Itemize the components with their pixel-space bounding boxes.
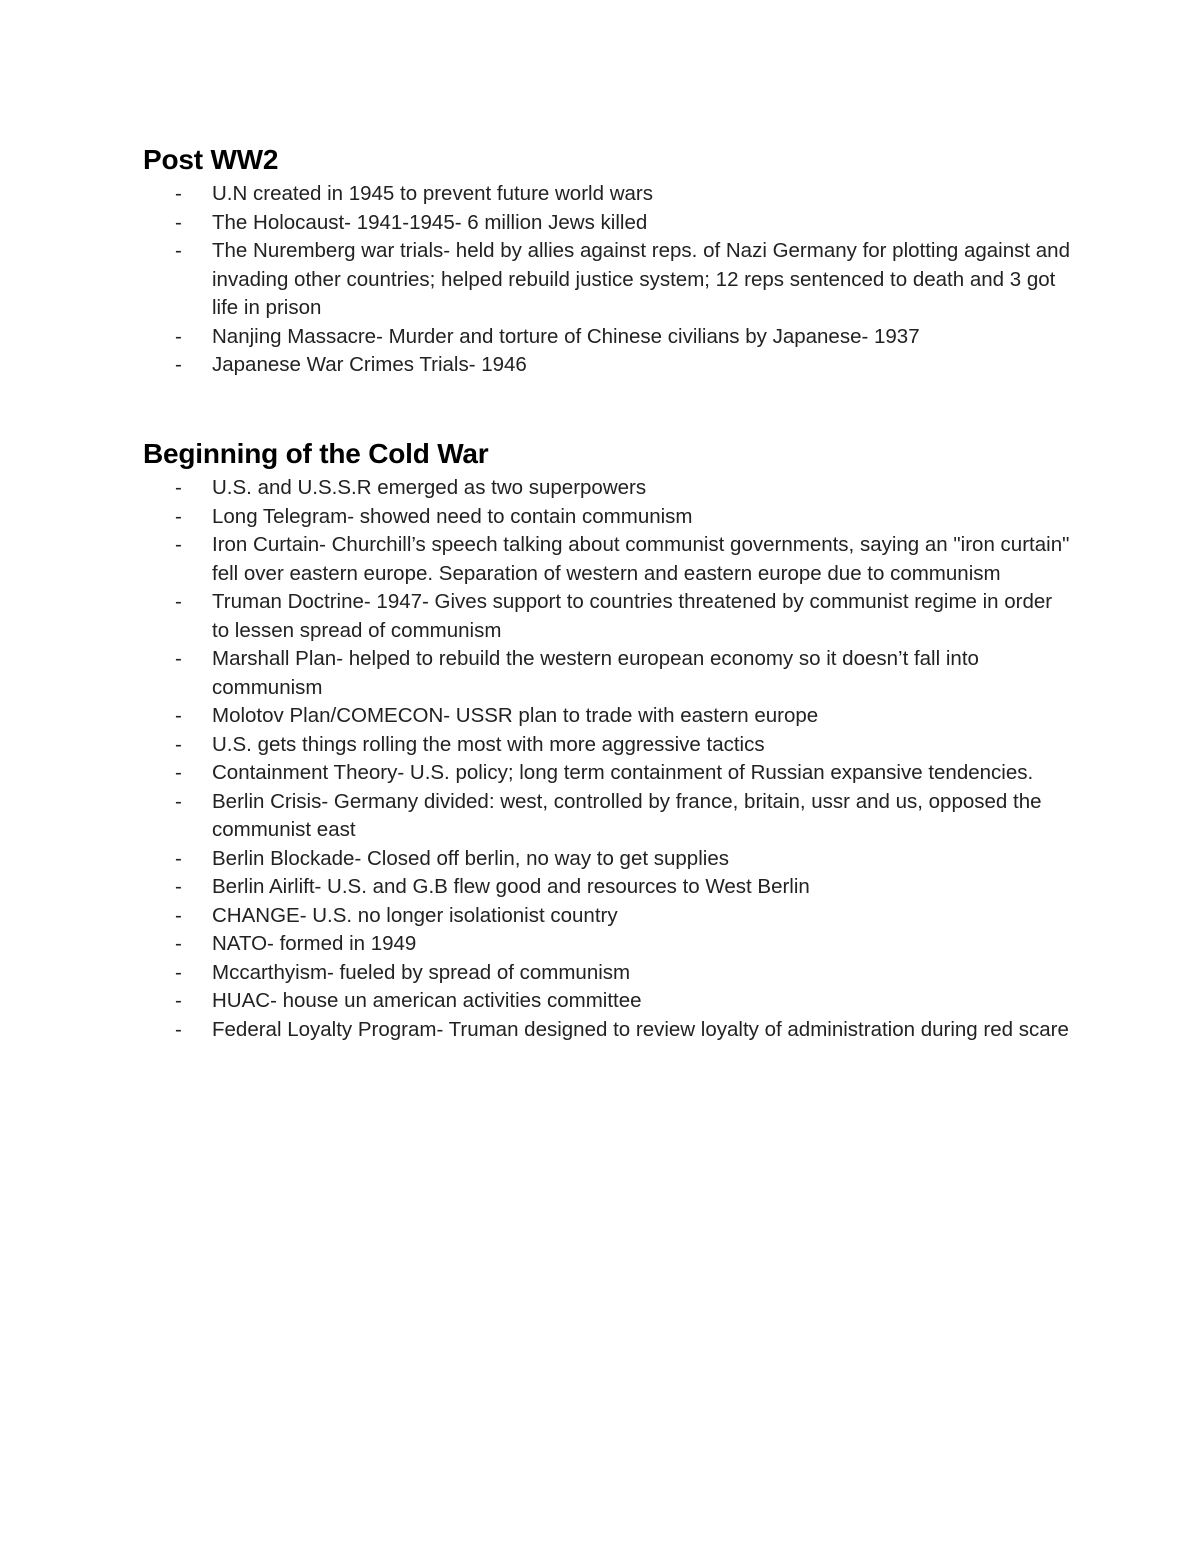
list-item bbox=[143, 1016, 1073, 1045]
list-item bbox=[143, 645, 1073, 702]
bullet-dash: - bbox=[175, 875, 182, 898]
list-item bbox=[143, 959, 1073, 988]
section-heading: Post WW2 bbox=[143, 144, 279, 175]
list-item bbox=[143, 588, 1073, 645]
bullet-dash: - bbox=[175, 761, 182, 784]
list-item bbox=[143, 323, 1073, 352]
list-item-text: Truman Doctrine- 1947- Gives support to countries threatened by communist regime in order to lessen spread of communism bbox=[212, 590, 1053, 642]
list-item bbox=[143, 531, 1073, 588]
bullet-dash: - bbox=[175, 732, 182, 756]
bullet-dash: - bbox=[175, 1017, 182, 1041]
bullet-dash: - bbox=[175, 239, 182, 262]
bullet-dash: - bbox=[175, 989, 182, 1012]
list-item-text: U.S. gets things rolling the most with more aggressive tactics bbox=[212, 732, 765, 756]
list-item-text: CHANGE- U.S. no longer isolationist country bbox=[212, 903, 618, 927]
section-heading: Beginning of the Cold War bbox=[143, 438, 489, 469]
list-item bbox=[143, 987, 1073, 1016]
bullet-dash: - bbox=[175, 324, 182, 348]
list-item bbox=[143, 702, 1073, 731]
list-item-text: Mccarthyism- fueled by spread of communism bbox=[212, 960, 631, 984]
list-item-text: The Nuremberg war trials- held by allies against reps. of Nazi Germany for plotting against and invading other countries; helped rebuild justice system; 12 reps sentenced to death and 3 got life in prison bbox=[212, 239, 1070, 319]
bullet-dash: - bbox=[175, 789, 182, 813]
list-item bbox=[143, 930, 1073, 959]
list-item bbox=[143, 759, 1073, 788]
list-item-text: HUAC- house un american activities committee bbox=[212, 989, 642, 1012]
list-item bbox=[143, 474, 1073, 503]
bullet-list bbox=[143, 474, 1073, 1044]
list-item-text: Molotov Plan/COMECON- USSR plan to trade with eastern europe bbox=[212, 704, 819, 727]
bullet-dash: - bbox=[175, 353, 182, 376]
section-cold-war bbox=[143, 434, 1073, 1044]
list-item-text: Japanese War Crimes Trials- 1946 bbox=[212, 353, 527, 376]
list-item-text: Berlin Airlift- U.S. and G.B flew good and resources to West Berlin bbox=[212, 875, 810, 898]
list-item-text: Berlin Crisis- Germany divided: west, controlled by france, britain, ussr and us, opposed the communist east bbox=[212, 789, 1042, 841]
list-item bbox=[143, 788, 1073, 845]
list-item bbox=[143, 873, 1073, 902]
bullet-list bbox=[143, 180, 1073, 380]
bullet-dash: - bbox=[175, 846, 182, 870]
list-item bbox=[143, 503, 1073, 532]
list-item-text: U.N created in 1945 to prevent future world wars bbox=[212, 182, 653, 205]
list-item-text: Containment Theory- U.S. policy; long term containment of Russian expansive tendencies. bbox=[212, 761, 1034, 784]
bullet-dash: - bbox=[175, 960, 182, 984]
list-item bbox=[143, 180, 1073, 209]
list-item-text: Federal Loyalty Program- Truman designed to review loyalty of administration during red scare bbox=[212, 1017, 1069, 1041]
list-item-text: Berlin Blockade- Closed off berlin, no way to get supplies bbox=[212, 846, 729, 870]
list-item-text: Iron Curtain- Churchill’s speech talking about communist governments, saying an "iron curtain" fell over eastern europe. Separation of western and eastern europe due to communism bbox=[212, 533, 1070, 585]
list-item-text: Long Telegram- showed need to contain communism bbox=[212, 504, 693, 528]
list-item bbox=[143, 845, 1073, 874]
bullet-dash: - bbox=[175, 903, 182, 927]
list-item bbox=[143, 209, 1073, 238]
bullet-dash: - bbox=[175, 932, 182, 955]
bullet-dash: - bbox=[175, 182, 182, 205]
bullet-dash: - bbox=[175, 647, 182, 670]
list-item bbox=[143, 237, 1073, 323]
bullet-dash: - bbox=[175, 533, 182, 556]
bullet-dash: - bbox=[175, 590, 182, 613]
list-item-text: U.S. and U.S.S.R emerged as two superpowers bbox=[212, 476, 647, 499]
section-post-ww2 bbox=[143, 140, 1073, 380]
list-item bbox=[143, 351, 1073, 380]
bullet-dash: - bbox=[175, 476, 182, 499]
bullet-dash: - bbox=[175, 504, 182, 528]
list-item bbox=[143, 902, 1073, 931]
list-item-text: Marshall Plan- helped to rebuild the western european economy so it doesn’t fall into communism bbox=[212, 647, 979, 699]
list-item-text: The Holocaust- 1941-1945- 6 million Jews killed bbox=[212, 210, 648, 234]
bullet-dash: - bbox=[175, 704, 182, 727]
list-item bbox=[143, 731, 1073, 760]
list-item-text: Nanjing Massacre- Murder and torture of Chinese civilians by Japanese- 1937 bbox=[212, 324, 920, 348]
bullet-dash: - bbox=[175, 210, 182, 234]
list-item-text: NATO- formed in 1949 bbox=[212, 932, 417, 955]
